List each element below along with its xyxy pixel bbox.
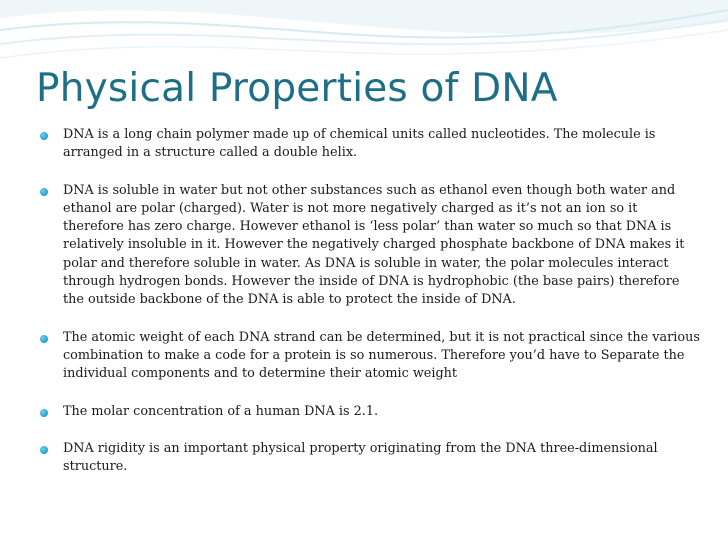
bullet-item (40, 126, 700, 163)
bullet-item (40, 182, 700, 310)
bullet-icon (40, 188, 48, 196)
bullet-text: The atomic weight of each DNA strand can be determined, but it is not practical since the various combination to make a code for a protein is so numerous. Therefore you’d have to Separate the individual components and to determine their atomic weight (63, 329, 700, 382)
bullet-icon (40, 409, 48, 417)
bullet-item (40, 329, 700, 384)
bullet-icon (40, 446, 48, 454)
bullet-icon (40, 132, 48, 140)
bullet-icon (40, 335, 48, 343)
bullet-text: DNA is a long chain polymer made up of chemical units called nucleotides. The molecule is arranged in a structure called a double helix. (63, 127, 656, 161)
bullet-text: The molar concentration of a human DNA is 2.1. (63, 403, 379, 419)
bullet-item (40, 403, 700, 421)
slide-title: Physical Properties of DNA (36, 66, 558, 111)
bullet-text: DNA rigidity is an important physical property originating from the DNA three-dimensional structure. (63, 440, 658, 475)
bullet-list (40, 126, 700, 495)
bullet-text: DNA is soluble in water but not other substances such as ethanol even though both water and ethanol are polar (charged). Water is not more negatively charged as it’s not an ion so it therefore has zero charge. However ethanol is ‘less polar’ than water so much so that DNA is relatively insoluble in it. However the negatively charged phosphate backbone of DNA makes it polar and therefore soluble in water. As DNA is soluble in water, the polar molecules interact through hydrogen bonds. However the inside of DNA is hydrophobic (the base pairs) therefore the outside backbone of the DNA is able to protect the inside of DNA. (63, 182, 685, 308)
bullet-item (40, 440, 700, 477)
